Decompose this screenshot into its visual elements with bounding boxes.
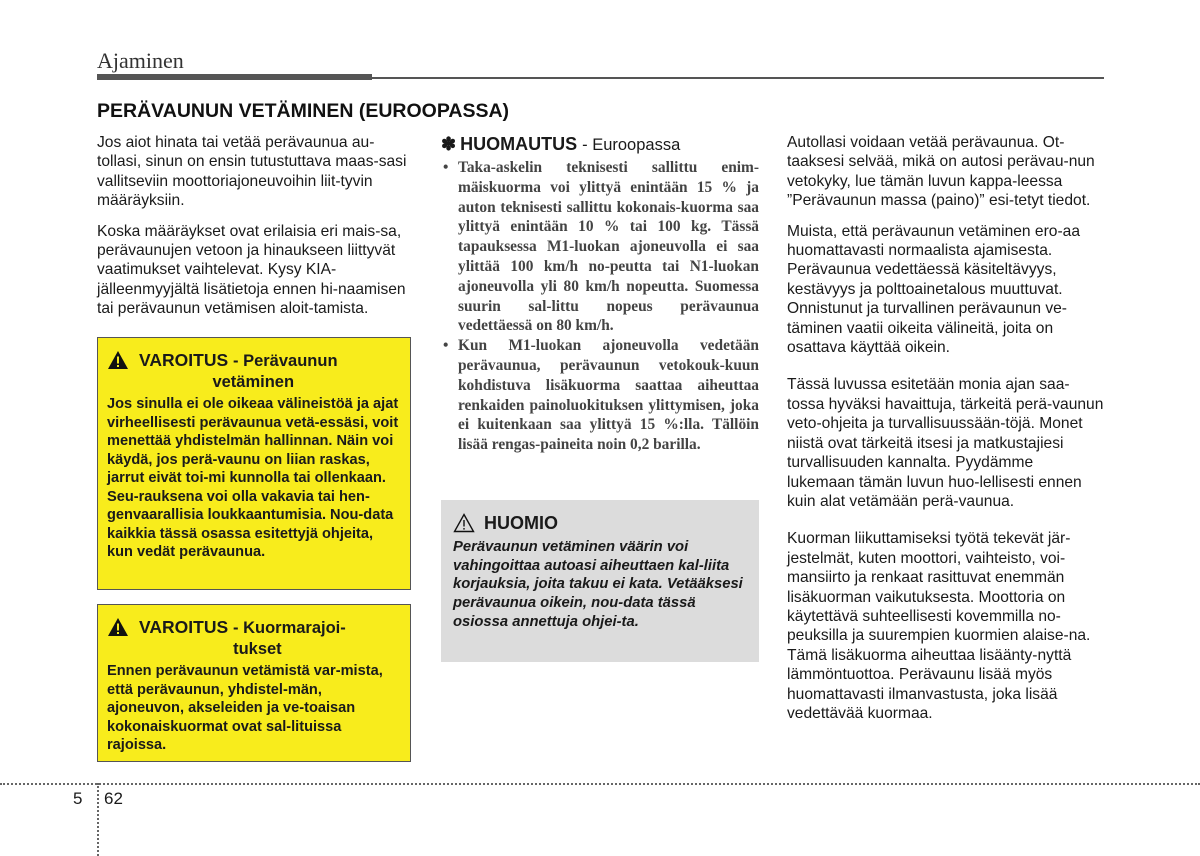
paragraph: Jos aiot hinata tai vetää perävaunua au-tollasi, sinun on ensin tutustuttava maas-sasi vallitseviin moottoriajoneuvoihin liit-tyvin määräyksiin. bbox=[97, 134, 407, 210]
asterisk-icon: ✽ bbox=[441, 134, 457, 154]
page-number: 62 bbox=[104, 789, 123, 808]
caution-label: HUOMIO bbox=[484, 513, 558, 533]
paragraph: Muista, että perävaunun vetäminen ero-aa huomattavasti normaalista ajamisesta. Perävaunua vedettäessä käsiteltävyys, kestävyys ja polttoainetalous muuttuvat. Onnistunut ja turvallinen perävaunun ve-täminen vaatii oikeita välineitä, joita on osattava käyttää oikein. bbox=[787, 222, 1080, 357]
note-label: HUOMAUTUS bbox=[460, 134, 578, 154]
header-rule-thick bbox=[97, 74, 372, 80]
right-column bbox=[787, 133, 1105, 734]
page-heading: PERÄVAUNUN VETÄMINEN (EUROOPASSA) bbox=[97, 100, 510, 122]
warning-heading bbox=[107, 350, 401, 393]
paragraph: Koska määräykset ovat erilaisia eri mais-sa, perävaunujen vetoon ja hinaukseen liittyvät vaatimukset vaihtelevat. Kysy KIA-jälleenmyyjältä lisätietoja ennen hi-naamisen tai perävaunun vetämisen aloit-tamista. bbox=[97, 222, 406, 318]
caution-triangle-icon bbox=[453, 513, 475, 533]
note-subtitle: - Euroopassa bbox=[582, 136, 681, 154]
warning-body: Jos sinulla ei ole oikeaa välineistöä ja ajat virheellisesti perävaunua vetä-essäsi, voit menettää yhdistelmän hallinnan. Näin voi käydä, jos perä-vaunu on liian raskas, jarrut eivät toi-mi kunnolla tai ollenkaan. Seu-rauksena voi olla vakavia tai hen-genvaarallisia loukkaantumisia. Nou-data kaikkia tässä osassa esitettyjä ohjeita, kun vedät perävaunua. bbox=[107, 396, 399, 560]
warning-triangle-icon bbox=[107, 617, 129, 637]
caution-heading bbox=[453, 512, 747, 534]
warning-title-part: - Kuormarajoi- bbox=[233, 619, 346, 637]
warning-triangle-icon bbox=[107, 350, 129, 370]
caution-box bbox=[441, 500, 759, 662]
list-item: • Taka-askelin teknisesti sallittu enim-mäiskuorma voi ylittyä enintään 15 % ja auton teknisesti sallittu kokonais-kuorma saa ylittyä enintään 10 % tai 100 kg. Tässä tapauksessa M1-luokan ajoneuvolla ei saa ylittää 100 km/h no-peutta tai N1-luokan ajoneuvolla yli 80 km/h nopeutta. Suomessa suurin sal-littu nopeus perävaunua vedettäessä on 80 km/h. bbox=[441, 158, 759, 336]
caution-body: Perävaunun vetäminen väärin voi vahingoittaa autoasi aiheuttaen kal-liita korjauksia, joita takuu ei kata. Vetääksesi perävaunua oikein, nou-data tässä osiossa annettuja ohjei-ta. bbox=[453, 539, 743, 630]
warning-title-part: - Perävaunun bbox=[233, 352, 338, 370]
warning-label: VAROITUS bbox=[139, 617, 229, 637]
warning-title-part: tukset bbox=[233, 640, 282, 658]
header-rule-thin bbox=[372, 77, 1104, 79]
footer-divider bbox=[0, 783, 1200, 785]
note-list bbox=[441, 158, 759, 455]
paragraph: Tässä luvussa esitetään monia ajan saa-tossa hyväksi havaittuja, tärkeitä perä-vaunun veto-ohjeita ja turvallisuussään-töjä. Monet niistä ovat tärkeitä itsesi ja matkustajiesi turvallisuuden kannalta. Pyydämme lukemaan tämän luvun huo-lellisesti ennen kuin alat vetämään perä-vaunua. bbox=[787, 376, 1104, 510]
warning-heading bbox=[107, 617, 401, 660]
left-column bbox=[97, 133, 415, 330]
list-item: • Kun M1-luokan ajoneuvolla vedetään perävaunua, perävaunun vetokouk-kuun kohdistuva lisäkuorma saattaa aiheuttaa renkaiden painoluokituksen ylittymisen, joka ei kuitenkaan saa ylittyä 15 %:lla. Tällöin lisää rengas-paineita noin 0,2 barilla. bbox=[441, 336, 759, 455]
warning-title-part: vetäminen bbox=[212, 373, 295, 391]
warning-box-trailer bbox=[97, 337, 411, 590]
note-box bbox=[441, 133, 759, 455]
footer-divider-vertical bbox=[97, 783, 99, 856]
paragraph: Kuorman liikuttamiseksi työtä tekevät jär-jestelmät, kuten moottori, vaihteisto, voi-mansiirto ja renkaat rasittuvat enemmän lisäkuorman vaikutuksesta. Moottoria on käytettävä suhteellisesti kovemmilla no-peuksilla ja suurempien kuormien alaise-na. Tämä lisäkuorma aiheuttaa lisäänty-nyttä lämmöntuottoa. Perävaunu lisää myös huomattavasti ilmanvastusta, joka lisää vedettävää kuormaa. bbox=[787, 530, 1091, 722]
warning-body: Ennen perävaunun vetämistä var-mista, että perävaunun, yhdistel-män, ajoneuvon, akseleiden ja ve-toaisan kokonaiskuormat ovat sal-lituissa rajoissa. bbox=[107, 663, 383, 753]
section-title: Ajaminen bbox=[97, 48, 184, 73]
warning-label: VAROITUS bbox=[139, 350, 229, 370]
warning-box-load-limits bbox=[97, 604, 411, 762]
note-heading bbox=[441, 133, 759, 156]
paragraph: Autollasi voidaan vetää perävaunua. Ot-taaksesi selvää, mikä on autosi perävau-nun vetokyky, lue tämän luvun kappa-leessa ”Perävaunun massa (paino)” esi-tetyt tiedot. bbox=[787, 134, 1095, 210]
chapter-number: 5 bbox=[73, 789, 83, 808]
